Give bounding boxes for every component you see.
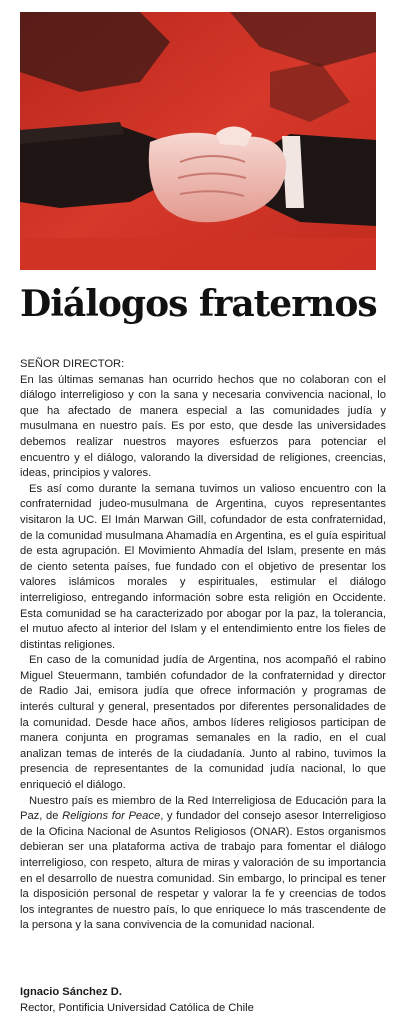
signature-role: Rector, Pontificia Universidad Católica de Chile xyxy=(20,1001,254,1014)
paragraph-4-end: , y fundador del consejo asesor Interreligioso de la Oficina Nacional de Asuntos Religiosos (ONAR). Estos organismos debieran ser una plataforma activa de trabajo para fomentar el diálogo interreligioso, con respeto, altura de miras y valoración de su importancia en el desarrollo de nuestra comunidad. Sin embargo, lo principal es tener la disposición personal de respetar y valorar la fe y creencias de todos los integrantes de nuestro país, lo que enriquece lo más trascendente de la persona y la sana convivencia de la comunidad nacional. xyxy=(20,810,387,932)
headline: Diálogos fraternos xyxy=(20,283,377,325)
paragraph-1: En las últimas semanas han ocurrido hechos que no colaboran con el diálogo interreligioso y con la sana y necesaria convivencia nacional, lo que ha afectado de manera especial a las comunidades judía y musulmana en nuestro país. Es por esto, que desde las universidades debemos realizar nuestros mayores esfuerzos para potenciar el encuentro y el diálogo, valorando la diversidad de religiones, creencias, ideas, principios y valores. xyxy=(20,373,386,480)
paragraph-3: En caso de la comunidad judía de Argentina, nos acompañó el rabino Miguel Steuermann, también cofundador de la confraternidad y director de Radio Jai, emisora judía que ofrece información y programas de interés cultural y general, presentados por diferentes personalidades de la comunidad. Desde hace años, ambos líderes religiosos participan de manera conjunta en programas semanales en la radio, en el cual analizan temas de interés de la ciudadanía. Junto al rabino, tuvimos la presencia de representantes de la comunidad judía nacional, lo que enriqueció el diálogo. xyxy=(20,654,386,792)
letter-body xyxy=(20,357,386,934)
paragraph-2: Es así como durante la semana tuvimos un valioso encuentro con la confraternidad judeo-musulmana de Argentina, cuyos representantes visitaron la UC. El Imán Marwan Gill, cofundador de esta confraternidad, de la comunidad musulmana Ahamadía en Argentina, es el guía espiritual de esta agrupación. El Movimiento Ahmadía del Islam, presente en más de ciento setenta países, fue fundado con el objetivo de presentar los valores islámicos morales y espirituales, estimular el diálogo interreligioso, entregando información sobre esta religión en Occidente. Esta comunidad se ha caracterizado por abogar por la paz, la tolerancia, el mutuo afecto al interior del Islam y el entendimiento entre los fieles de distintas religiones. xyxy=(20,482,386,651)
handshake-illustration xyxy=(20,12,376,270)
salutation: SEÑOR DIRECTOR: xyxy=(20,358,125,370)
signature-block xyxy=(20,985,386,1016)
signature-name: Ignacio Sánchez D. xyxy=(20,986,122,998)
paragraph-4-start: Nuestro país es miembro de la Red Interreligiosa de Educación para la Paz, de xyxy=(20,794,386,823)
organization-name-italic: Religions for Peace xyxy=(62,810,161,823)
paragraph-4 xyxy=(20,794,386,934)
handshake-photo xyxy=(20,12,376,270)
